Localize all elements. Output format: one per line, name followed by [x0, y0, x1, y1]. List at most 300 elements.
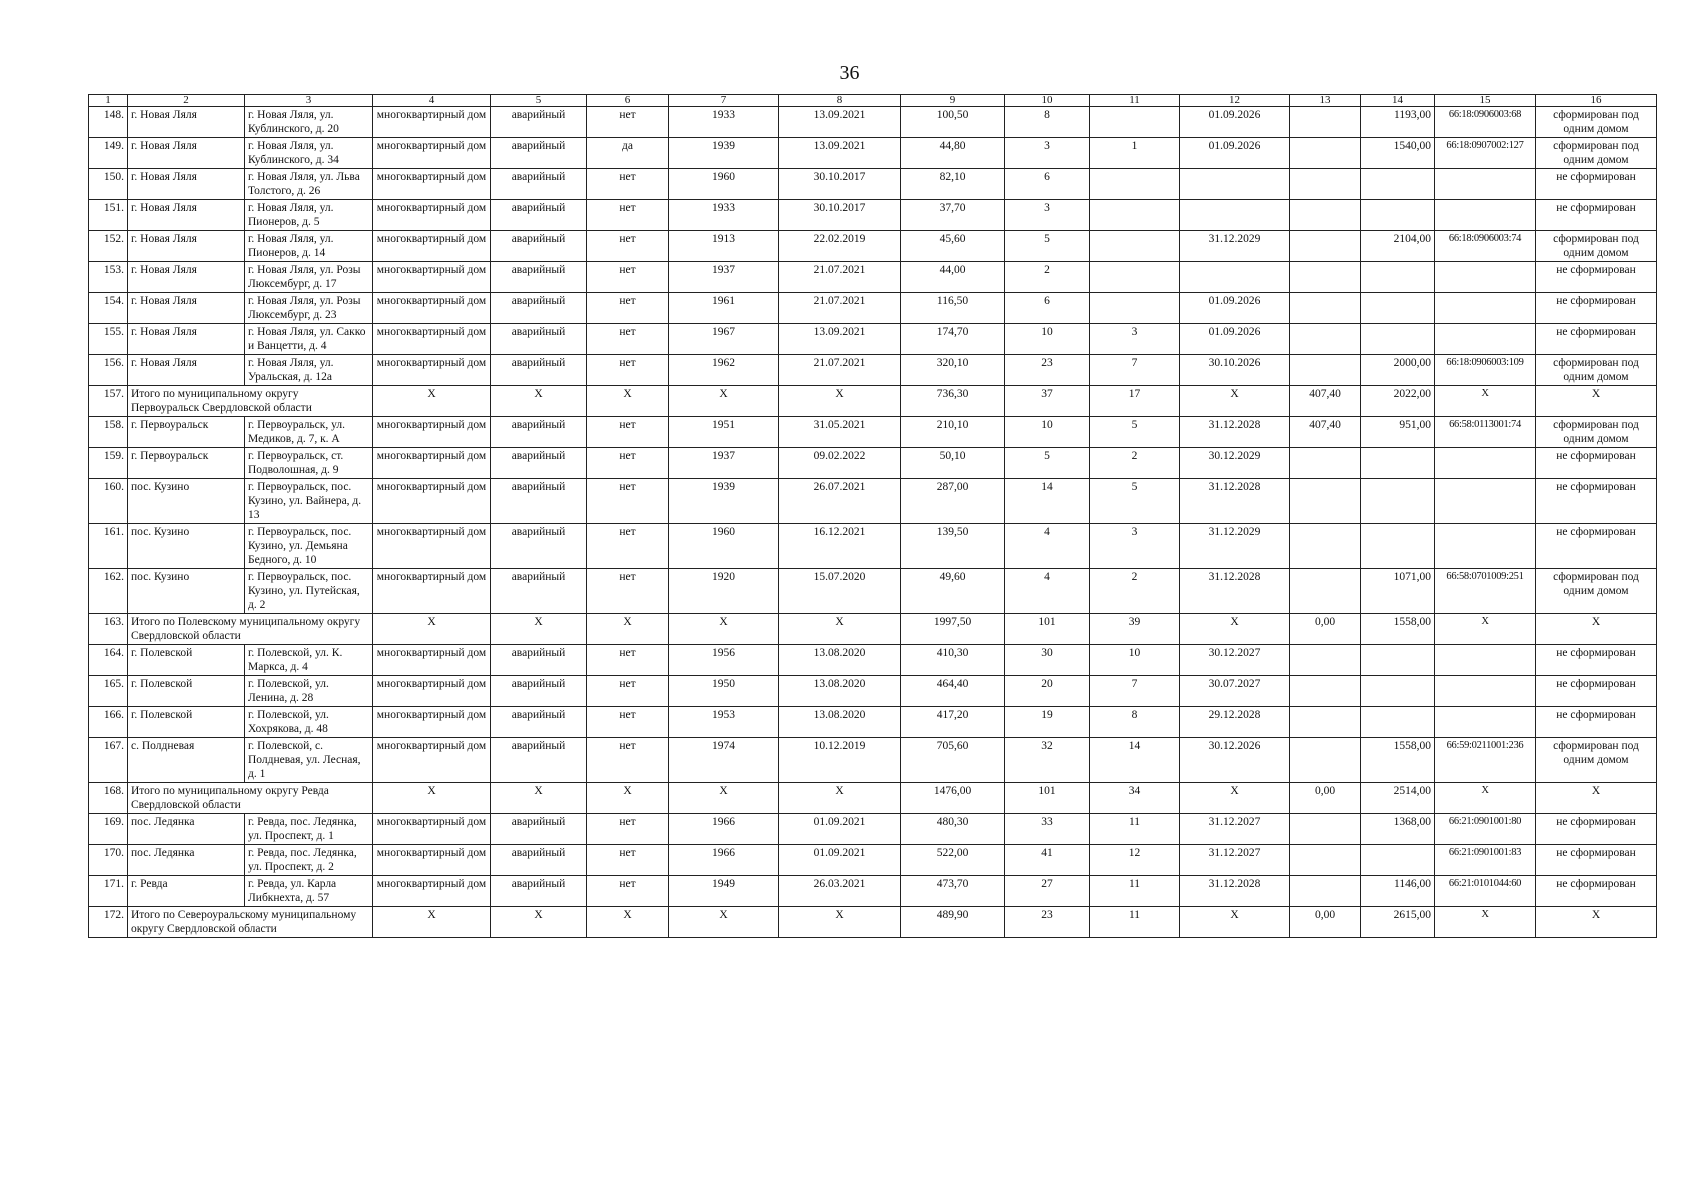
- cadastral-number: [1435, 676, 1536, 707]
- address: г. Ревда, пос. Ледянка, ул. Проспект, д. 2: [245, 845, 373, 876]
- cadastral-number: 66:18:0906003:74: [1435, 231, 1536, 262]
- planned-date: 01.09.2026: [1180, 107, 1290, 138]
- yes-no-flag: нет: [587, 417, 669, 448]
- yes-no-flag: нет: [587, 169, 669, 200]
- settlement: г. Новая Ляля: [128, 324, 245, 355]
- land-status: сформирован под одним домом: [1536, 107, 1657, 138]
- construction-year: 1966: [669, 845, 779, 876]
- row-number: 158.: [89, 417, 128, 448]
- area-value: 736,30: [901, 386, 1005, 417]
- planned-date: 29.12.2028: [1180, 707, 1290, 738]
- address: г. Первоуральск, пос. Кузино, ул. Демьяна Бедного, д. 10: [245, 524, 373, 569]
- yes-no-flag: нет: [587, 876, 669, 907]
- cadastral-number: 66:21:0101044:60: [1435, 876, 1536, 907]
- land-status: сформирован под одним домом: [1536, 738, 1657, 783]
- building-status: аварийный: [491, 324, 587, 355]
- column-13-value: [1290, 200, 1361, 231]
- recognition-date: 21.07.2021: [779, 355, 901, 386]
- recognition-date: 01.09.2021: [779, 845, 901, 876]
- table-row: [89, 479, 1657, 524]
- settlement: пос. Кузино: [128, 569, 245, 614]
- cadastral-number: X: [1435, 386, 1536, 417]
- column-11-value: 39: [1090, 614, 1180, 645]
- building-kind: многоквартирный дом: [373, 676, 491, 707]
- address: г. Первоуральск, ул. Медиков, д. 7, к. А: [245, 417, 373, 448]
- column-10-value: 30: [1005, 645, 1090, 676]
- column-11-value: 11: [1090, 814, 1180, 845]
- land-status: X: [1536, 783, 1657, 814]
- construction-year: X: [669, 783, 779, 814]
- land-area: 2000,00: [1361, 355, 1435, 386]
- yes-no-flag: нет: [587, 676, 669, 707]
- planned-date: X: [1180, 783, 1290, 814]
- building-kind: многоквартирный дом: [373, 169, 491, 200]
- construction-year: 1920: [669, 569, 779, 614]
- recognition-date: X: [779, 907, 901, 938]
- area-value: 210,10: [901, 417, 1005, 448]
- column-10-value: 10: [1005, 324, 1090, 355]
- land-area: 1558,00: [1361, 738, 1435, 783]
- address: г. Новая Ляля, ул. Льва Толстого, д. 26: [245, 169, 373, 200]
- building-kind: многоквартирный дом: [373, 845, 491, 876]
- settlement: г. Новая Ляля: [128, 200, 245, 231]
- construction-year: 1913: [669, 231, 779, 262]
- row-number: 171.: [89, 876, 128, 907]
- planned-date: 01.09.2026: [1180, 324, 1290, 355]
- table-row: [89, 107, 1657, 138]
- column-11-value: 7: [1090, 676, 1180, 707]
- column-11-value: 1: [1090, 138, 1180, 169]
- column-13-value: [1290, 448, 1361, 479]
- building-kind: многоквартирный дом: [373, 355, 491, 386]
- area-value: 1997,50: [901, 614, 1005, 645]
- column-13-value: [1290, 676, 1361, 707]
- cadastral-number: X: [1435, 783, 1536, 814]
- column-11-value: 7: [1090, 355, 1180, 386]
- building-status: аварийный: [491, 355, 587, 386]
- yes-no-flag: нет: [587, 479, 669, 524]
- construction-year: 1937: [669, 262, 779, 293]
- land-area: 1540,00: [1361, 138, 1435, 169]
- column-10-value: 32: [1005, 738, 1090, 783]
- row-number: 157.: [89, 386, 128, 417]
- total-label: Итого по Полевскому муниципальному округу Свердловской области: [128, 614, 373, 645]
- yes-no-flag: нет: [587, 107, 669, 138]
- planned-date: X: [1180, 614, 1290, 645]
- address: г. Новая Ляля, ул. Розы Люксембург, д. 17: [245, 262, 373, 293]
- column-10-value: 5: [1005, 231, 1090, 262]
- planned-date: [1180, 169, 1290, 200]
- area-value: 522,00: [901, 845, 1005, 876]
- building-status: аварийный: [491, 645, 587, 676]
- building-kind: многоквартирный дом: [373, 324, 491, 355]
- column-number: 4: [373, 95, 491, 107]
- recognition-date: 16.12.2021: [779, 524, 901, 569]
- yes-no-flag: нет: [587, 738, 669, 783]
- settlement: г. Новая Ляля: [128, 293, 245, 324]
- column-13-value: [1290, 569, 1361, 614]
- column-11-value: 11: [1090, 907, 1180, 938]
- settlement: пос. Ледянка: [128, 814, 245, 845]
- land-status: не сформирован: [1536, 814, 1657, 845]
- land-area: 1071,00: [1361, 569, 1435, 614]
- area-value: 417,20: [901, 707, 1005, 738]
- column-11-value: 34: [1090, 783, 1180, 814]
- area-value: 49,60: [901, 569, 1005, 614]
- column-number-row: [89, 95, 1657, 107]
- column-number: 6: [587, 95, 669, 107]
- construction-year: X: [669, 386, 779, 417]
- land-area: [1361, 645, 1435, 676]
- planned-date: 30.10.2026: [1180, 355, 1290, 386]
- column-13-value: [1290, 169, 1361, 200]
- address: г. Новая Ляля, ул. Уральская, д. 12а: [245, 355, 373, 386]
- cadastral-number: 66:21:0901001:83: [1435, 845, 1536, 876]
- recognition-date: 21.07.2021: [779, 293, 901, 324]
- recognition-date: 09.02.2022: [779, 448, 901, 479]
- building-status: аварийный: [491, 676, 587, 707]
- building-kind: многоквартирный дом: [373, 645, 491, 676]
- settlement: г. Новая Ляля: [128, 355, 245, 386]
- building-kind: многоквартирный дом: [373, 448, 491, 479]
- area-value: 320,10: [901, 355, 1005, 386]
- building-status: аварийный: [491, 845, 587, 876]
- column-13-value: 0,00: [1290, 614, 1361, 645]
- planned-date: 30.07.2027: [1180, 676, 1290, 707]
- column-10-value: 4: [1005, 569, 1090, 614]
- column-11-value: [1090, 107, 1180, 138]
- column-13-value: [1290, 262, 1361, 293]
- address: г. Новая Ляля, ул. Пионеров, д. 5: [245, 200, 373, 231]
- settlement: пос. Кузино: [128, 524, 245, 569]
- row-number: 165.: [89, 676, 128, 707]
- column-10-value: 4: [1005, 524, 1090, 569]
- row-number: 166.: [89, 707, 128, 738]
- building-status: аварийный: [491, 738, 587, 783]
- construction-year: 1939: [669, 479, 779, 524]
- column-number: 10: [1005, 95, 1090, 107]
- column-10-value: 23: [1005, 355, 1090, 386]
- construction-year: X: [669, 907, 779, 938]
- table-row: [89, 738, 1657, 783]
- table-row: [89, 645, 1657, 676]
- column-13-value: 407,40: [1290, 386, 1361, 417]
- page-number: 36: [839, 62, 860, 84]
- column-13-value: 0,00: [1290, 907, 1361, 938]
- yes-no-flag: нет: [587, 448, 669, 479]
- column-number: 13: [1290, 95, 1361, 107]
- building-kind: многоквартирный дом: [373, 262, 491, 293]
- column-11-value: 11: [1090, 876, 1180, 907]
- total-row: [89, 386, 1657, 417]
- building-kind: X: [373, 783, 491, 814]
- area-value: 410,30: [901, 645, 1005, 676]
- column-13-value: [1290, 876, 1361, 907]
- building-kind: многоквартирный дом: [373, 200, 491, 231]
- land-status: не сформирован: [1536, 845, 1657, 876]
- column-11-value: 5: [1090, 417, 1180, 448]
- column-11-value: 17: [1090, 386, 1180, 417]
- construction-year: 1933: [669, 107, 779, 138]
- column-10-value: 10: [1005, 417, 1090, 448]
- column-13-value: [1290, 355, 1361, 386]
- column-number: 5: [491, 95, 587, 107]
- planned-date: 30.12.2027: [1180, 645, 1290, 676]
- building-kind: X: [373, 386, 491, 417]
- column-11-value: [1090, 169, 1180, 200]
- recognition-date: 01.09.2021: [779, 814, 901, 845]
- construction-year: 1950: [669, 676, 779, 707]
- building-kind: многоквартирный дом: [373, 876, 491, 907]
- building-kind: многоквартирный дом: [373, 707, 491, 738]
- yes-no-flag: нет: [587, 200, 669, 231]
- settlement: пос. Кузино: [128, 479, 245, 524]
- area-value: 464,40: [901, 676, 1005, 707]
- building-status: X: [491, 614, 587, 645]
- land-status: не сформирован: [1536, 876, 1657, 907]
- planned-date: 01.09.2026: [1180, 293, 1290, 324]
- building-status: X: [491, 783, 587, 814]
- column-11-value: [1090, 293, 1180, 324]
- planned-date: X: [1180, 386, 1290, 417]
- row-number: 163.: [89, 614, 128, 645]
- address: г. Первоуральск, ст. Подволошная, д. 9: [245, 448, 373, 479]
- planned-date: 31.12.2029: [1180, 231, 1290, 262]
- building-status: аварийный: [491, 448, 587, 479]
- column-11-value: 5: [1090, 479, 1180, 524]
- column-13-value: [1290, 479, 1361, 524]
- cadastral-number: 66:18:0907002:127: [1435, 138, 1536, 169]
- column-10-value: 6: [1005, 293, 1090, 324]
- yes-no-flag: да: [587, 138, 669, 169]
- building-kind: многоквартирный дом: [373, 138, 491, 169]
- area-value: 44,00: [901, 262, 1005, 293]
- yes-no-flag: нет: [587, 707, 669, 738]
- table-row: [89, 262, 1657, 293]
- building-kind: многоквартирный дом: [373, 569, 491, 614]
- total-label: Итого по муниципальному округу Первоуральск Свердловской области: [128, 386, 373, 417]
- total-row: [89, 614, 1657, 645]
- cadastral-number: X: [1435, 907, 1536, 938]
- cadastral-number: 66:58:0113001:74: [1435, 417, 1536, 448]
- area-value: 82,10: [901, 169, 1005, 200]
- settlement: г. Полевской: [128, 676, 245, 707]
- address: г. Первоуральск, пос. Кузино, ул. Вайнера, д. 13: [245, 479, 373, 524]
- column-13-value: [1290, 231, 1361, 262]
- address: г. Полевской, ул. К. Маркса, д. 4: [245, 645, 373, 676]
- building-status: аварийный: [491, 200, 587, 231]
- cadastral-number: [1435, 262, 1536, 293]
- recognition-date: 30.10.2017: [779, 169, 901, 200]
- area-value: 480,30: [901, 814, 1005, 845]
- column-10-value: 41: [1005, 845, 1090, 876]
- column-11-value: [1090, 262, 1180, 293]
- cadastral-number: 66:21:0901001:80: [1435, 814, 1536, 845]
- building-kind: многоквартирный дом: [373, 293, 491, 324]
- recognition-date: 13.08.2020: [779, 645, 901, 676]
- building-kind: многоквартирный дом: [373, 524, 491, 569]
- column-number: 7: [669, 95, 779, 107]
- building-status: аварийный: [491, 814, 587, 845]
- row-number: 155.: [89, 324, 128, 355]
- row-number: 161.: [89, 524, 128, 569]
- recognition-date: 13.09.2021: [779, 107, 901, 138]
- column-10-value: 2: [1005, 262, 1090, 293]
- building-status: аварийный: [491, 107, 587, 138]
- cadastral-number: 66:18:0906003:109: [1435, 355, 1536, 386]
- column-13-value: 407,40: [1290, 417, 1361, 448]
- cadastral-number: X: [1435, 614, 1536, 645]
- settlement: г. Новая Ляля: [128, 107, 245, 138]
- settlement: с. Полдневая: [128, 738, 245, 783]
- column-13-value: [1290, 524, 1361, 569]
- cadastral-number: [1435, 200, 1536, 231]
- recognition-date: 15.07.2020: [779, 569, 901, 614]
- building-status: аварийный: [491, 479, 587, 524]
- column-10-value: 5: [1005, 448, 1090, 479]
- table-row: [89, 448, 1657, 479]
- construction-year: 1937: [669, 448, 779, 479]
- settlement: г. Ревда: [128, 876, 245, 907]
- column-11-value: 10: [1090, 645, 1180, 676]
- construction-year: 1974: [669, 738, 779, 783]
- column-11-value: 12: [1090, 845, 1180, 876]
- construction-year: X: [669, 614, 779, 645]
- column-10-value: 33: [1005, 814, 1090, 845]
- recognition-date: 13.09.2021: [779, 138, 901, 169]
- row-number: 156.: [89, 355, 128, 386]
- yes-no-flag: нет: [587, 262, 669, 293]
- area-value: 37,70: [901, 200, 1005, 231]
- cadastral-number: [1435, 479, 1536, 524]
- recognition-date: 22.02.2019: [779, 231, 901, 262]
- area-value: 50,10: [901, 448, 1005, 479]
- column-13-value: [1290, 645, 1361, 676]
- column-11-value: [1090, 231, 1180, 262]
- land-status: не сформирован: [1536, 200, 1657, 231]
- row-number: 159.: [89, 448, 128, 479]
- building-status: X: [491, 386, 587, 417]
- address: г. Новая Ляля, ул. Кублинского, д. 34: [245, 138, 373, 169]
- planned-date: 31.12.2028: [1180, 417, 1290, 448]
- area-value: 45,60: [901, 231, 1005, 262]
- column-number: 9: [901, 95, 1005, 107]
- area-value: 139,50: [901, 524, 1005, 569]
- land-status: X: [1536, 614, 1657, 645]
- column-11-value: 2: [1090, 448, 1180, 479]
- land-area: [1361, 324, 1435, 355]
- address: г. Полевской, ул. Ленина, д. 28: [245, 676, 373, 707]
- land-status: не сформирован: [1536, 524, 1657, 569]
- column-number: 14: [1361, 95, 1435, 107]
- column-11-value: 3: [1090, 324, 1180, 355]
- planned-date: 31.12.2028: [1180, 479, 1290, 524]
- construction-year: 1967: [669, 324, 779, 355]
- planned-date: 31.12.2028: [1180, 569, 1290, 614]
- recognition-date: 13.08.2020: [779, 707, 901, 738]
- column-13-value: [1290, 324, 1361, 355]
- land-status: сформирован под одним домом: [1536, 138, 1657, 169]
- area-value: 1476,00: [901, 783, 1005, 814]
- column-number: 1: [89, 95, 128, 107]
- yes-no-flag: нет: [587, 355, 669, 386]
- land-area: 1193,00: [1361, 107, 1435, 138]
- building-status: аварийный: [491, 231, 587, 262]
- yes-no-flag: нет: [587, 569, 669, 614]
- table-row: [89, 293, 1657, 324]
- column-10-value: 101: [1005, 783, 1090, 814]
- construction-year: 1960: [669, 169, 779, 200]
- land-area: [1361, 676, 1435, 707]
- yes-no-flag: нет: [587, 324, 669, 355]
- column-13-value: [1290, 814, 1361, 845]
- land-area: 1146,00: [1361, 876, 1435, 907]
- planned-date: 01.09.2026: [1180, 138, 1290, 169]
- building-status: аварийный: [491, 417, 587, 448]
- settlement: г. Полевской: [128, 707, 245, 738]
- row-number: 168.: [89, 783, 128, 814]
- row-number: 153.: [89, 262, 128, 293]
- building-kind: многоквартирный дом: [373, 738, 491, 783]
- table-row: [89, 845, 1657, 876]
- yes-no-flag: нет: [587, 293, 669, 324]
- construction-year: 1956: [669, 645, 779, 676]
- construction-year: 1966: [669, 814, 779, 845]
- cadastral-number: [1435, 645, 1536, 676]
- yes-no-flag: X: [587, 386, 669, 417]
- building-status: аварийный: [491, 293, 587, 324]
- land-area: 1558,00: [1361, 614, 1435, 645]
- land-status: не сформирован: [1536, 262, 1657, 293]
- recognition-date: 21.07.2021: [779, 262, 901, 293]
- land-area: [1361, 479, 1435, 524]
- row-number: 151.: [89, 200, 128, 231]
- construction-year: 1960: [669, 524, 779, 569]
- construction-year: 1949: [669, 876, 779, 907]
- column-13-value: 0,00: [1290, 783, 1361, 814]
- column-13-value: [1290, 738, 1361, 783]
- column-10-value: 101: [1005, 614, 1090, 645]
- land-area: [1361, 845, 1435, 876]
- building-status: аварийный: [491, 262, 587, 293]
- yes-no-flag: нет: [587, 524, 669, 569]
- cadastral-number: 66:59:0211001:236: [1435, 738, 1536, 783]
- land-status: сформирован под одним домом: [1536, 417, 1657, 448]
- row-number: 150.: [89, 169, 128, 200]
- total-label: Итого по муниципальному округу Ревда Свердловской области: [128, 783, 373, 814]
- settlement: г. Новая Ляля: [128, 138, 245, 169]
- table-row: [89, 814, 1657, 845]
- area-value: 44,80: [901, 138, 1005, 169]
- building-status: аварийный: [491, 169, 587, 200]
- land-status: не сформирован: [1536, 448, 1657, 479]
- building-kind: X: [373, 614, 491, 645]
- land-area: [1361, 262, 1435, 293]
- land-status: X: [1536, 386, 1657, 417]
- row-number: 167.: [89, 738, 128, 783]
- address: г. Новая Ляля, ул. Кублинского, д. 20: [245, 107, 373, 138]
- construction-year: 1953: [669, 707, 779, 738]
- land-area: 951,00: [1361, 417, 1435, 448]
- yes-no-flag: нет: [587, 845, 669, 876]
- cadastral-number: [1435, 448, 1536, 479]
- column-number: 8: [779, 95, 901, 107]
- row-number: 148.: [89, 107, 128, 138]
- building-status: аварийный: [491, 569, 587, 614]
- land-status: не сформирован: [1536, 324, 1657, 355]
- address: г. Первоуральск, пос. Кузино, ул. Путейская, д. 2: [245, 569, 373, 614]
- area-value: 489,90: [901, 907, 1005, 938]
